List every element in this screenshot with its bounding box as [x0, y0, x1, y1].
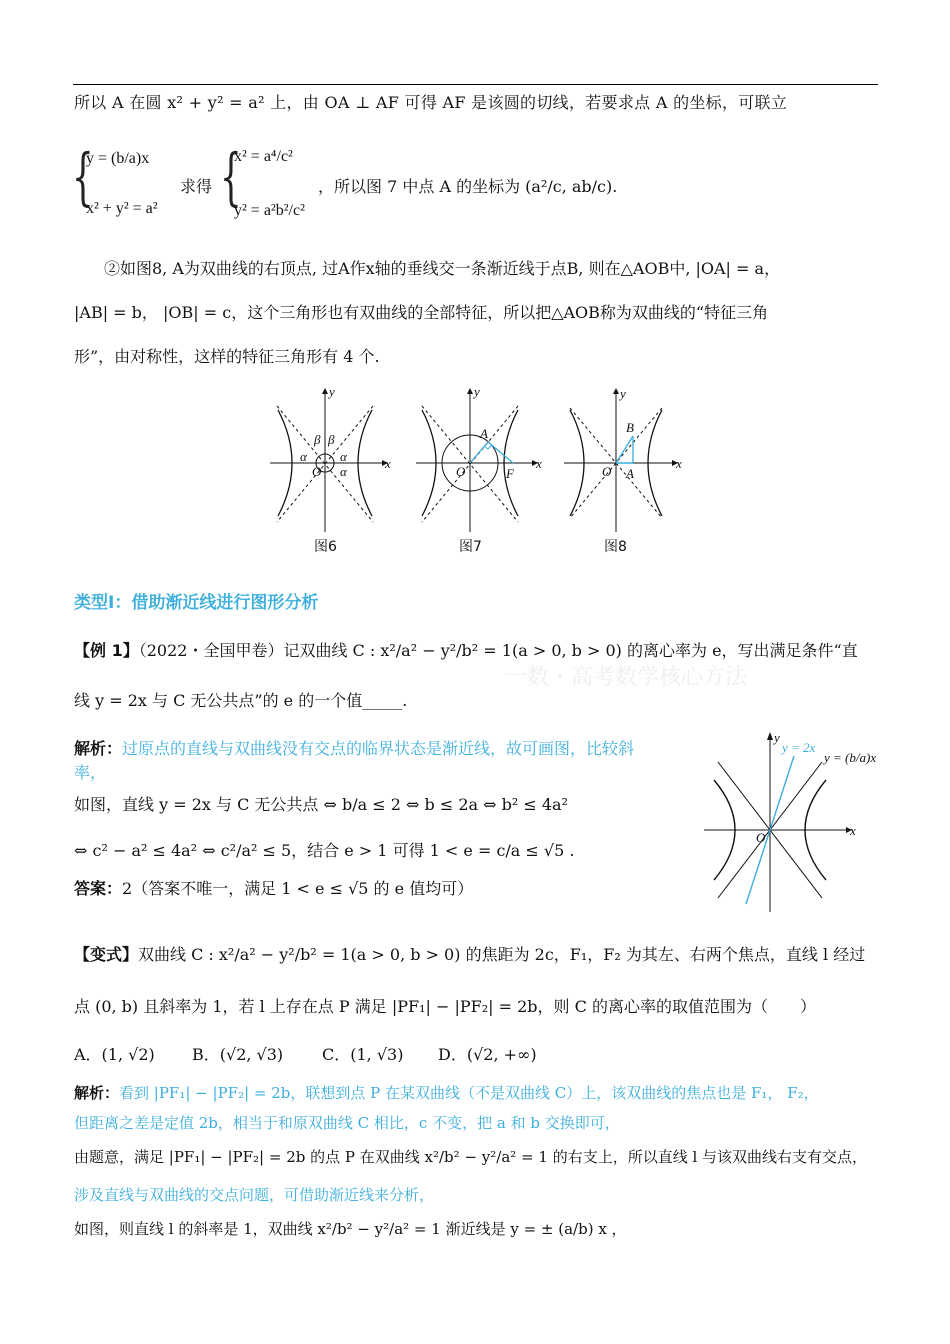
variant-options — [74, 1044, 537, 1066]
example1-figure — [700, 728, 880, 913]
fig6-y-label: y — [329, 384, 335, 399]
ex1-x-label: x — [850, 823, 856, 838]
example1-step2: ⇔ c² − a² ≤ 4a² ⇔ c²/a² ≤ 5，结合 e > 1 可得 1 < e = c/a ≤ √5 . — [74, 841, 575, 860]
figure-8 — [560, 386, 685, 536]
fig6-alpha-2: α — [340, 449, 347, 464]
example1-answer-text: 2（答案不唯一，满足 1 < e ≤ √5 的 e 值均可） — [122, 879, 474, 898]
para2-line1: ②如图8, A为双曲线的右顶点, 过A作x轴的垂线交一条渐近线于点B, 则在△AOB中, |OA| = a， — [104, 259, 781, 278]
system-eq2: x² + y² = a² — [86, 200, 158, 217]
example1-text1: 记双曲线 C : x²/a² − y²/b² = 1(a > 0, b > 0) 的离心率为 e，写出满足条件“直 — [283, 641, 858, 660]
example1-analysis-line2: 率， — [74, 763, 107, 782]
variant-analysis3: 由题意，满足 |PF₁| − |PF₂| = 2b 的点 P 在双曲线 x²/b² − y²/a² = 1 的右支上，所以直线 l 与该双曲线右支有交点， — [74, 1148, 868, 1166]
fig6-beta-2: β — [328, 432, 335, 447]
option-c[interactable]: C．(1, √3) — [322, 1045, 404, 1064]
fig8-y-label: y — [620, 386, 626, 401]
variant-analysis1 — [74, 1082, 819, 1104]
watermark: 一数・高考数学核心方法 — [505, 665, 748, 690]
example1-analysis — [74, 738, 634, 760]
ex1-label-y-2x: y = 2x — [782, 740, 816, 755]
fig6-alpha-1: α — [300, 449, 307, 464]
example1-analysis-label: 解析： — [74, 739, 123, 758]
ex1-origin: O — [756, 830, 766, 845]
system-eq1: y = (b/a)x — [86, 150, 150, 167]
variant-text1: 双曲线 C : x²/a² − y²/b² = 1(a > 0, b > 0) 的焦距为 2c，F₁，F₂ 为其左、右两个焦点，直线 l 经过 — [138, 945, 866, 964]
fig6-beta-1: β — [314, 432, 321, 447]
ex1-y-label: y — [774, 730, 780, 745]
fig7-origin: O — [456, 464, 466, 479]
example1-step1: 如图，直线 y = 2x 与 C 无公共点 ⇔ b/a ≤ 2 ⇔ b ≤ 2a ⇔ b² ≤ 4a² — [74, 795, 568, 814]
variant-line1 — [74, 944, 865, 966]
variant-analysis2: 但距离之差是定值 2b，相当于和原双曲线 C 相比，c 不变，把 a 和 b 交换即可， — [74, 1114, 620, 1132]
fig6-caption: 图6 — [314, 539, 337, 555]
option-b[interactable]: B．(√2, √3) — [192, 1045, 284, 1064]
variant-line2: 点 (0, b) 且斜率为 1，若 l 上存在点 P 满足 |PF₁| − |PF₂| = 2b，则 C 的离心率的取值范围为（ ） — [74, 997, 816, 1016]
option-d[interactable]: D．(√2, +∞) — [438, 1045, 537, 1064]
fig8-caption: 图8 — [604, 539, 627, 555]
fig8-point-B: B — [626, 420, 634, 435]
fig7-point-A: A — [480, 426, 488, 441]
para2-line2: |AB| = b， |OB| = c，这个三角形也有双曲线的全部特征，所以把△AOB称为双曲线的“特征三角 — [74, 303, 769, 322]
example1-line1 — [74, 640, 858, 662]
example1-line2: 线 y = 2x 与 C 无公共点”的 e 的一个值_____. — [74, 691, 408, 710]
fig7-x-label: x — [536, 456, 542, 471]
example1-answer — [74, 878, 473, 900]
figure-7 — [408, 386, 543, 536]
example1-tag: 【例 1】 — [74, 641, 139, 660]
example1-source: （2022・全国甲卷） — [138, 641, 284, 660]
para2-line3: 形”，由对称性，这样的特征三角形有 4 个. — [74, 347, 380, 366]
fig7-point-F: F — [506, 466, 514, 481]
fig8-origin: O — [602, 464, 612, 479]
example1-analysis-text: 过原点的直线与双曲线没有交点的临界状态是渐近线，故可画图，比较斜 — [122, 739, 635, 758]
figure-6 — [262, 386, 392, 536]
ex1-label-y-bax: y = (b/a)x — [824, 750, 877, 765]
fig8-segment-OB — [616, 436, 633, 463]
option-a[interactable]: A．(1, √2) — [74, 1045, 155, 1064]
text-line-1: 所以 A 在圆 x² + y² = a² 上，由 OA ⊥ AF 可得 AF 是该圆的切线，若要求点 A 的坐标，可联立 — [74, 93, 788, 112]
fig6-alpha-3: α — [340, 464, 347, 479]
fig7-segment-OA — [470, 442, 488, 463]
variant-analysis4: 涉及直线与双曲线的交点问题，可借助渐近线来分析， — [74, 1186, 435, 1204]
fig6-origin: O — [312, 464, 322, 479]
system-res2: y² = a²b²/c² — [234, 202, 305, 219]
fig8-point-A: A — [626, 466, 634, 481]
variant-analysis1-text: 看到 |PF₁| − |PF₂| = 2b，联想到点 P 在某双曲线（不是双曲线 C）上，该双曲线的焦点也是 F₁， F₂， — [119, 1084, 819, 1102]
variant-tag: 【变式】 — [74, 945, 139, 964]
system-result: ，所以图 7 中点 A 的坐标为 (a²/c, ab/c). — [318, 177, 618, 196]
fig7-y-label: y — [474, 384, 480, 399]
fig8-x-label: x — [676, 456, 682, 471]
variant-analysis5: 如图，则直线 l 的斜率是 1，双曲线 x²/b² − y²/a² = 1 渐近线是 y = ± (a/b) x ， — [74, 1220, 627, 1238]
section-heading: 类型Ⅰ：借助渐近线进行图形分析 — [74, 593, 319, 613]
variant-analysis-label: 解析： — [74, 1084, 120, 1102]
fig7-caption: 图7 — [459, 539, 482, 555]
solve-word: 求得 — [180, 177, 213, 196]
example1-answer-label: 答案： — [74, 879, 123, 898]
top-rule — [73, 84, 878, 85]
system-res1: x² = a⁴/c² — [234, 148, 293, 165]
fig6-x-label: x — [385, 456, 391, 471]
